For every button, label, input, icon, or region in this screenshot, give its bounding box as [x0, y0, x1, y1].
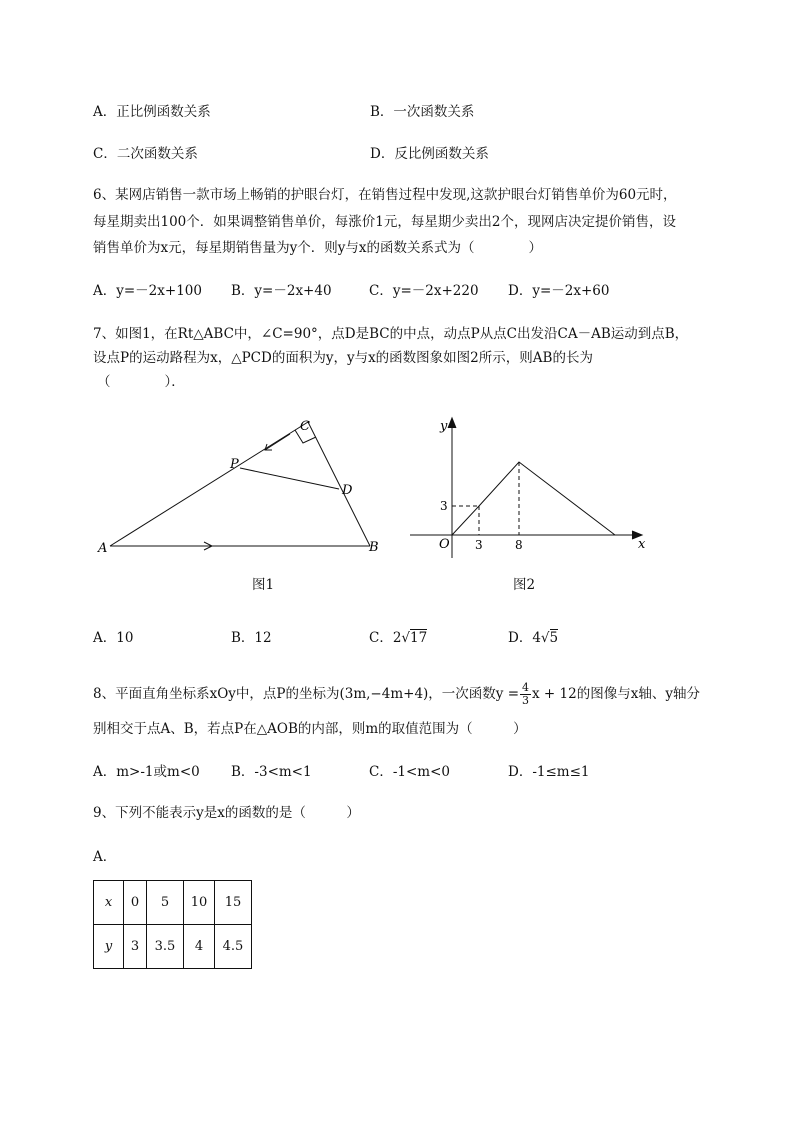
q7-option-c-radicand: 17 — [410, 630, 428, 646]
arrow-c-to-a-icon — [265, 434, 290, 450]
q7-stem-line-3: （ ）． — [97, 374, 185, 390]
q6-stem-line-3: 销售单价为x元，每星期销售量为y个．则y与x的函数关系式为（ ） — [93, 240, 542, 256]
q9-value-table — [93, 880, 252, 969]
q8-stem-part-1: 8、平面直角坐标系xOy中，点P的坐标为(3m,−4m+4)，一次函数y = — [93, 686, 520, 702]
table-row-x — [94, 881, 252, 925]
q8-stem-part-2: x + 12的图像与x轴、y轴分 — [532, 686, 700, 702]
q9-option-a-label: A． — [93, 849, 117, 865]
sqrt-icon: √ — [540, 630, 550, 646]
sqrt-icon: √ — [401, 630, 411, 646]
label-origin: O — [439, 537, 450, 552]
table-cell: 4 — [184, 925, 215, 969]
fraction-4-3 — [520, 682, 531, 707]
q6-option-a: A．y=－2x+100 — [93, 283, 202, 299]
q5-option-d: D．反比例函数关系 — [370, 146, 489, 162]
table-cell: 0 — [124, 881, 147, 925]
q5-option-b: B．一次函数关系 — [370, 104, 475, 120]
figure-1-triangle — [90, 410, 390, 560]
fraction-numerator: 4 — [522, 681, 530, 694]
label-c: C — [300, 419, 310, 434]
table-cell: 3 — [124, 925, 147, 969]
tick-x-8: 8 — [515, 538, 523, 552]
q6-stem-line-1: 6、某网店销售一款市场上畅销的护眼台灯，在销售过程中发现,这款护眼台灯销售单价为60元时， — [93, 187, 677, 203]
label-p: P — [230, 457, 239, 472]
y-axis-arrow-icon — [448, 418, 456, 428]
side-ac — [110, 422, 308, 546]
table-cell: 10 — [184, 881, 215, 925]
tick-y-3: 3 — [440, 499, 448, 513]
q5-option-c: C．二次函数关系 — [93, 146, 198, 162]
q6-option-b: B．y=－2x+40 — [231, 283, 332, 299]
fraction-denominator: 3 — [522, 694, 530, 707]
arrow-a-to-b-icon — [190, 542, 212, 550]
label-y: y — [440, 419, 448, 434]
table-cell: 4.5 — [215, 925, 252, 969]
q6-stem-line-2: 每星期卖出100个．如果调整销售单价，每涨价1元，每星期少卖出2个，现网店决定提价销售，设 — [93, 214, 676, 230]
q7-option-c — [369, 626, 427, 646]
figure-2-graph — [410, 410, 655, 560]
q8-option-b: B．-3<m<1 — [231, 764, 312, 780]
q7-stem-line-2: 设点P的运动路程为x，△PCD的面积为y，y与x的函数图象如图2所示，则AB的长为 — [93, 350, 593, 366]
table-cell: 5 — [147, 881, 184, 925]
figure-2-caption: 图2 — [513, 577, 536, 593]
q8-option-a: A．m>-1或m<0 — [93, 764, 200, 780]
table-row-y — [94, 925, 252, 969]
q7-option-c-prefix: C．2 — [369, 630, 402, 646]
q5-option-a: A．正比例函数关系 — [93, 104, 211, 120]
label-b: B — [369, 540, 379, 555]
q7-option-b: B．12 — [231, 630, 272, 646]
graph-line — [452, 462, 615, 535]
table-cell: 15 — [215, 881, 252, 925]
q7-stem-line-1: 7、如图1，在Rt△ABC中，∠C=90°，点D是BC的中点，动点P从点C出发沿CA－AB运动到点B， — [93, 326, 689, 342]
table-cell: y — [94, 925, 124, 969]
q8-option-c: C．-1<m<0 — [369, 764, 450, 780]
q8-stem-line-2: 别相交于点A、B，若点P在△AOB的内部，则m的取值范围为（ ） — [93, 721, 527, 737]
q7-option-a: A．10 — [93, 630, 134, 646]
q7-option-d-radicand: 5 — [549, 630, 559, 646]
q8-stem-line-1 — [93, 682, 700, 707]
q6-option-d: D．y=－2x+60 — [508, 283, 610, 299]
label-d: D — [342, 483, 353, 498]
table-cell: x — [94, 881, 124, 925]
q7-option-d-prefix: D．4 — [508, 630, 541, 646]
tick-x-3: 3 — [475, 538, 483, 552]
table-cell: 3.5 — [147, 925, 184, 969]
label-x: x — [638, 537, 646, 552]
q8-option-d: D．-1≤m≤1 — [508, 764, 590, 780]
figure-1-caption: 图1 — [252, 577, 275, 593]
segment-pd — [240, 468, 339, 489]
label-a: A — [98, 541, 108, 556]
q9-stem: 9、下列不能表示y是x的函数的是（ ） — [93, 805, 360, 821]
q6-option-c: C．y=－2x+220 — [369, 283, 479, 299]
q7-option-d — [508, 626, 558, 646]
